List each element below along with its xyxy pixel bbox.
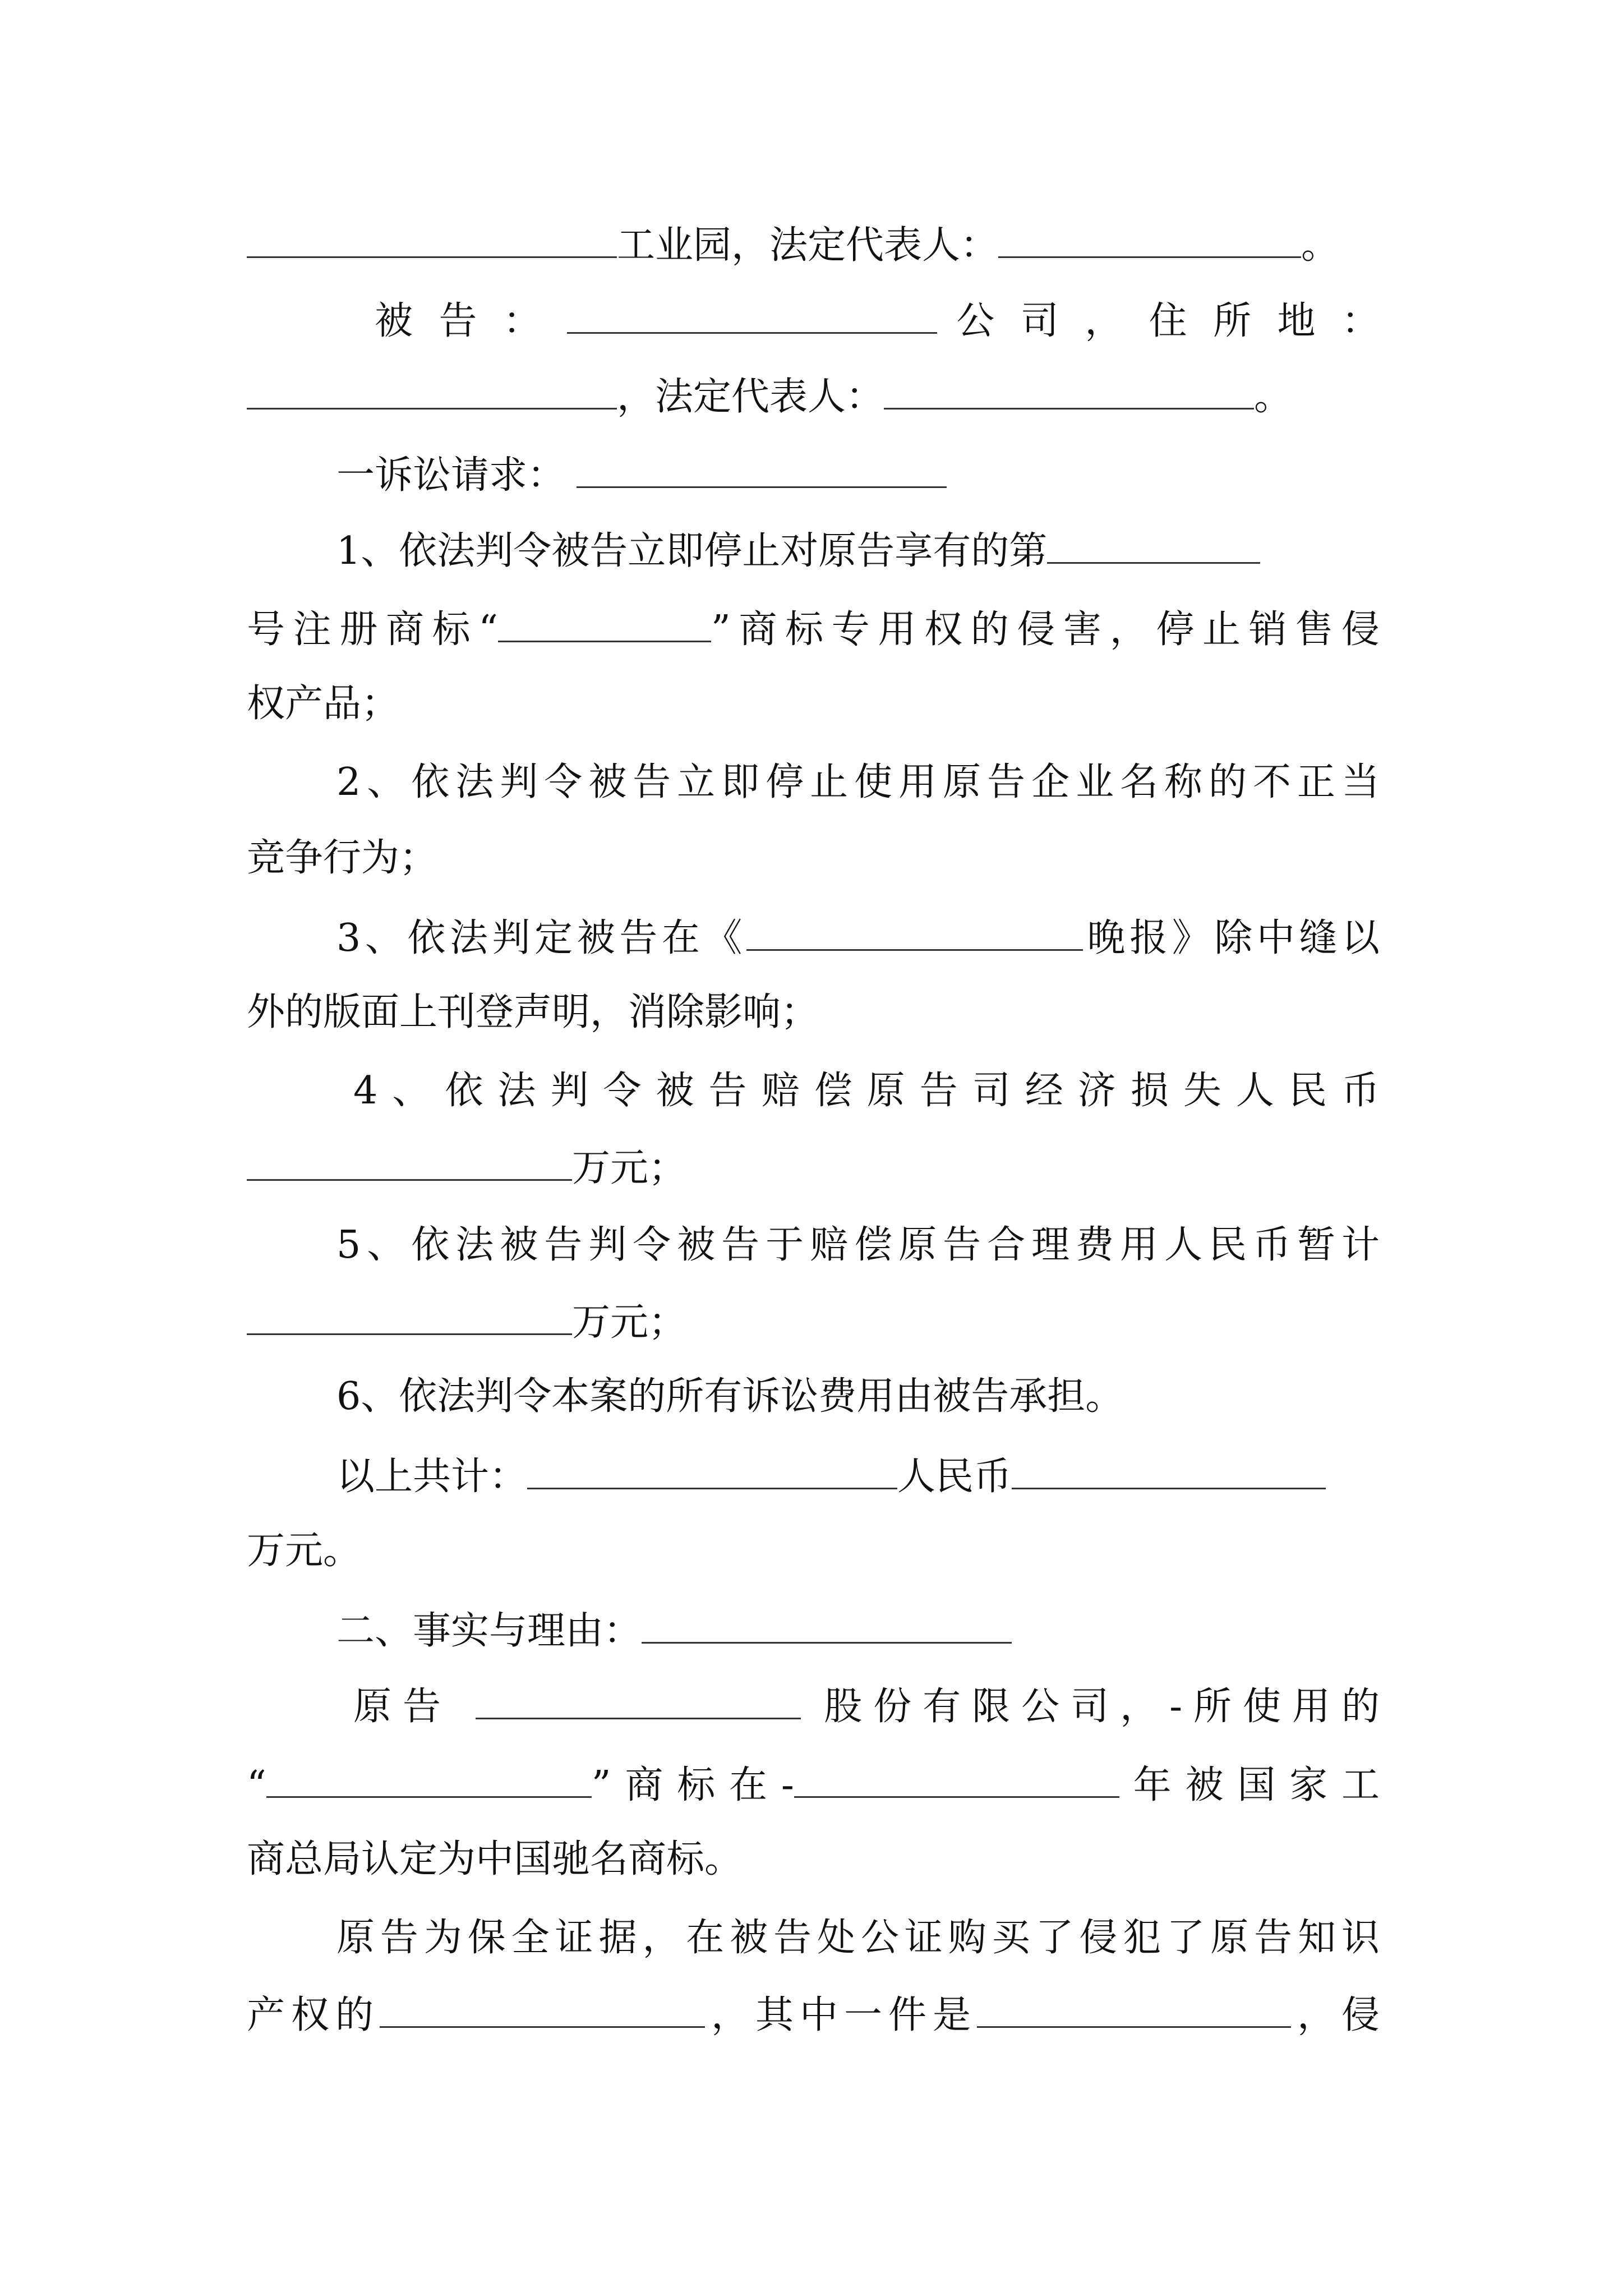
facts-line-5 <box>247 1986 1380 2042</box>
litigation-claims-heading <box>336 446 1380 502</box>
text-segment: 公 司 ， 住 所 地 ： <box>956 299 1380 343</box>
total-line <box>336 1447 1380 1503</box>
text-segment: 年被国家工 <box>1119 1763 1380 1807</box>
blank-field[interactable] <box>794 1756 1119 1798</box>
text-segment: 。 <box>1301 223 1340 268</box>
text-segment: ”商标专用权的侵害，停止销售侵 <box>711 608 1380 652</box>
claim-1-line-3 <box>247 676 1380 732</box>
blank-field[interactable] <box>380 1986 705 2028</box>
text-segment: 号注册商标“ <box>247 608 499 652</box>
claim-6-line <box>336 1369 1380 1425</box>
text-segment: 1、依法判令被告立即停止对原告享有的第 <box>336 529 1048 573</box>
blank-field[interactable] <box>577 446 947 488</box>
text-segment: 原告 <box>353 1685 452 1729</box>
text-segment: 晚报》除中缝以 <box>1082 916 1380 960</box>
text-segment: 万元。 <box>247 1529 362 1573</box>
text-segment: 股份有限公司，-所使用的 <box>824 1685 1380 1729</box>
text-segment: 以上共计： <box>336 1455 528 1499</box>
plaintiff-address-line <box>247 216 1380 272</box>
blank-field[interactable] <box>1047 522 1260 564</box>
text-segment: 6、依法判令本案的所有诉讼费用由被告承担。 <box>336 1374 1124 1419</box>
text-segment: 商总局认定为中国驰名商标。 <box>247 1837 743 1881</box>
blank-field[interactable] <box>642 1602 1012 1644</box>
text-segment: 万元； <box>572 1300 687 1345</box>
claim-3-line-2 <box>247 984 1380 1041</box>
claim-1-line-2 <box>247 600 1380 656</box>
blank-field[interactable] <box>977 1986 1291 2028</box>
text-segment: 外的版面上刊登声明，消除影响； <box>247 990 819 1034</box>
blank-field[interactable] <box>884 367 1254 409</box>
text-segment: 4、依法判令被告赔偿原告司经济损失人民币 <box>353 1069 1380 1113</box>
blank-field[interactable] <box>498 600 711 642</box>
claim-4-line-2 <box>247 1139 1380 1195</box>
claim-1-line <box>336 522 1380 578</box>
facts-line-4 <box>336 1910 1380 1966</box>
text-segment: 权产品； <box>247 682 400 726</box>
total-line-2 <box>247 1523 1380 1579</box>
text-segment: 。 <box>1254 375 1293 419</box>
blank-field[interactable] <box>476 1677 801 1719</box>
defendant-representative-line <box>247 367 1380 424</box>
text-segment: 竞争行为； <box>247 836 438 880</box>
text-segment: 被 告 ： <box>375 299 548 343</box>
text-segment: 工业园，法定代表人： <box>617 223 999 268</box>
facts-reasons-heading <box>336 1602 1380 1658</box>
defendant-line <box>375 292 1380 348</box>
blank-field[interactable] <box>746 909 1083 951</box>
text-segment: ，法定代表人： <box>617 375 884 419</box>
text-segment: ，侵 <box>1290 1993 1380 2037</box>
blank-field[interactable] <box>998 216 1301 258</box>
claim-2-line-2 <box>247 830 1380 886</box>
facts-line-3 <box>247 1832 1380 1888</box>
claim-5-line <box>336 1217 1380 1273</box>
blank-field[interactable] <box>247 1139 572 1181</box>
text-segment: 2、依法判令被告立即停止使用原告企业名称的不正当 <box>336 760 1380 804</box>
blank-field[interactable] <box>247 216 617 258</box>
text-segment: 3、依法判定被告在《 <box>336 916 746 960</box>
facts-line-1 <box>353 1677 1380 1733</box>
text-segment: 一诉讼请求： <box>336 453 566 498</box>
text-segment: ”商标在- <box>591 1763 794 1807</box>
blank-field[interactable] <box>247 1293 572 1335</box>
text-segment: 万元； <box>572 1146 687 1190</box>
claim-2-line <box>336 754 1380 811</box>
text-segment: 5、依法被告判令被告于赔偿原告合理费用人民币暂计 <box>336 1223 1380 1267</box>
blank-field[interactable] <box>266 1756 592 1798</box>
claim-4-line <box>353 1063 1380 1119</box>
facts-line-2 <box>247 1756 1380 1812</box>
blank-field[interactable] <box>1012 1447 1326 1489</box>
text-segment: ，其中一件是 <box>705 1993 977 2037</box>
text-segment: 产权的 <box>247 1993 380 2037</box>
text-segment: 原告为保全证据，在被告处公证购买了侵犯了原告知识 <box>336 1916 1380 1960</box>
blank-field[interactable] <box>247 367 617 409</box>
blank-field[interactable] <box>567 292 937 334</box>
text-segment: “ <box>247 1763 266 1807</box>
text-segment: 二、事实与理由： <box>336 1609 642 1653</box>
blank-field[interactable] <box>527 1447 897 1489</box>
claim-5-line-2 <box>247 1293 1380 1349</box>
claim-3-line <box>336 909 1380 965</box>
text-segment: 人民币 <box>897 1455 1012 1499</box>
